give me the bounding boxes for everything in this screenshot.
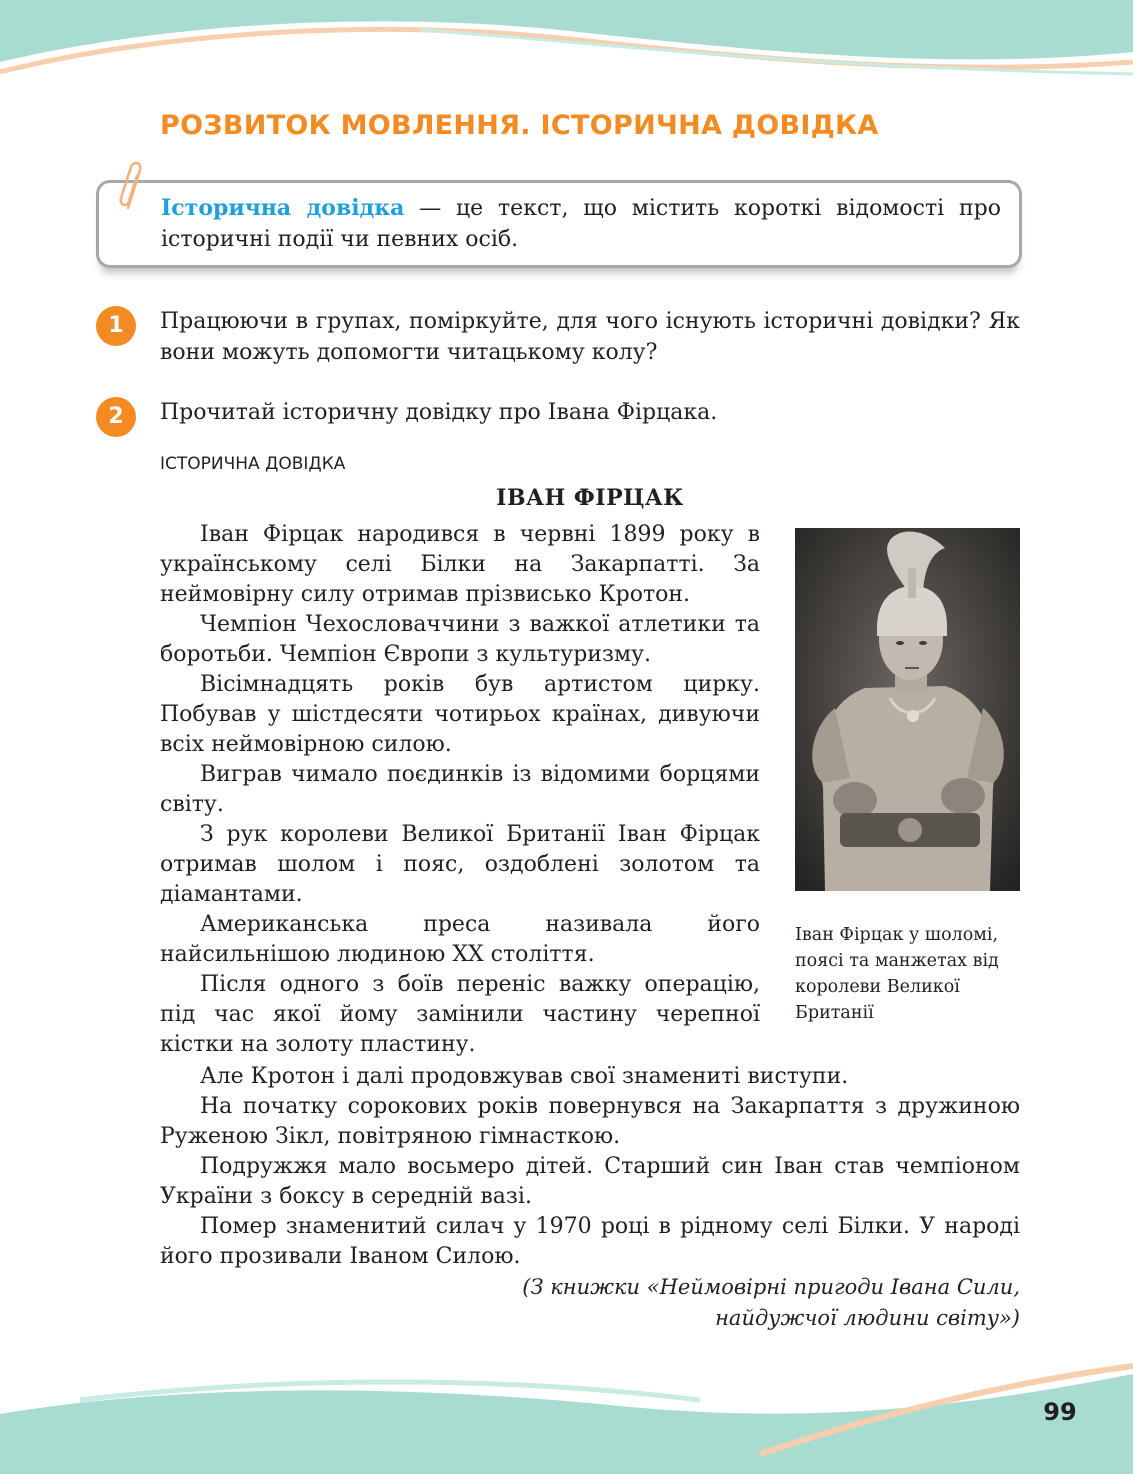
top-wave-decoration xyxy=(0,0,1133,90)
photo-caption: Іван Фірцак у шоломі, поясі та манжетах від королеви Великої Британії xyxy=(795,925,999,1023)
article-paragraph: Виграв чимало поєдинків із відомими борцями світу. xyxy=(160,762,760,817)
article-paragraph: Американська преса називала його найсильнішою людиною XX століття. xyxy=(160,912,760,967)
source-line: (З книжки «Неймовірні пригоди Івана Сили, xyxy=(522,1275,1020,1299)
task-text: Працюючи в групах, поміркуйте, для чого існують історичні довідки? Як вони можуть допомогти читацькому колу? xyxy=(160,309,1020,365)
page-title: РОЗВИТОК МОВЛЕННЯ. ІСТОРИЧНА ДОВІДКА xyxy=(160,110,879,141)
definition-text xyxy=(161,193,1001,255)
article-paragraph: Іван Фірцак народився в червні 1899 року в українському селі Білки на Закарпатті. За неймовірну силу отримав прізвисько Кротон. xyxy=(160,522,760,607)
paperclip-icon xyxy=(116,158,152,216)
portrait-photo xyxy=(795,528,1020,891)
bottom-wave-decoration xyxy=(0,1344,1133,1474)
article-paragraph: З рук королеви Великої Британії Іван Фірцак отримав шолом і пояс, оздоблені золотом та діамантами. xyxy=(160,822,760,907)
definition-term: Історична довідка xyxy=(161,195,405,221)
article-paragraph: Подружжя мало восьмеро дітей. Старший син Іван став чемпіоном України з боксу в середній вазі. xyxy=(160,1154,1020,1209)
page-number: 99 xyxy=(1043,1398,1077,1426)
source-line: найдужчої людини світу») xyxy=(715,1306,1020,1330)
article-paragraph: Але Кротон і далі продовжував свої знамениті виступи. xyxy=(200,1064,849,1089)
article-title: ІВАН ФІРЦАК xyxy=(496,485,684,511)
article-paragraph: На початку сорокових років повернувся на Закарпаття з дружиною Руженою Зікл, повітряною гімнасткою. xyxy=(160,1094,1020,1149)
definition-body: — це текст, що містить короткі відомості про історичні події чи певних осіб. xyxy=(161,196,1001,252)
article-paragraph: Чемпіон Чехословаччини з важкої атлетики та боротьби. Чемпіон Європи з культуризму. xyxy=(160,612,760,667)
source-citation xyxy=(300,1272,1020,1334)
section-label: ІСТОРИЧНА ДОВІДКА xyxy=(160,454,346,474)
task-text: Прочитай історичну довідку про Івана Фірцака. xyxy=(160,400,718,425)
task-number-badge: 1 xyxy=(96,306,136,346)
article-paragraph: Після одного з боїв переніс важку операцію, під час якої йому замінили частину черепної кістки на золоту пластину. xyxy=(160,972,760,1057)
definition-box xyxy=(96,180,1022,268)
article-paragraph: Помер знаменитий силач у 1970 році в рідному селі Білки. У народі його прозивали Іваном Силою. xyxy=(160,1214,1020,1269)
article-paragraph: Вісімнадцять років був артистом цирку. Побував у шістдесяти чотирьох країнах, дивуючи всіх неймовірною силою. xyxy=(160,672,760,757)
article-body-narrow xyxy=(160,520,760,1060)
task-number-badge: 2 xyxy=(96,397,136,437)
article-body-wide xyxy=(160,1062,1020,1272)
